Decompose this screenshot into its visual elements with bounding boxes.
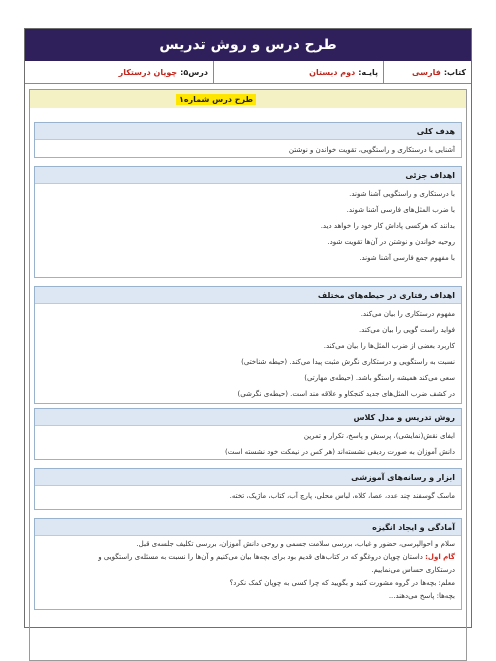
document-title: طرح درس و روش تدریس <box>25 29 471 61</box>
section-heading: روش تدریس و مدل کلاس <box>35 409 461 426</box>
lesson-plan-document <box>24 28 472 628</box>
lesson-plan-box <box>29 89 467 661</box>
section-body <box>35 140 461 158</box>
section-body <box>35 304 461 402</box>
section-line: معلم: بچه‌ها در گروه مشورت کنید و بگویید که چرا کسی به چوپان کمک نکرد؟ <box>229 579 455 587</box>
section-line: سلام و احوالپرسی، حضور و غیاب، بررسی سلامت جسمی و روحی دانش آموزان، بررسی تکلیف جلسه‌ی قبل. <box>136 540 455 548</box>
lesson-plan-number: طرح درس شماره۱ <box>176 94 256 105</box>
lesson-label: درس۵: <box>180 67 208 77</box>
section-teaching-tools <box>34 468 462 510</box>
section-heading: هدف کلی <box>35 123 461 140</box>
section-line: با ضرب المثل‌های فارسی آشنا شوند. <box>346 206 455 214</box>
section-line: سعی می‌کند همیشه راستگو باشد. (حیطه‌ی مهارتی) <box>304 374 455 382</box>
grade-label: پایـه: <box>358 67 378 77</box>
section-specific-goals <box>34 166 462 278</box>
section-teaching-method <box>34 408 462 460</box>
section-line: روحیه خواندن و نوشتن در آن‌ها تقویت شود. <box>327 238 455 246</box>
book-value: فارسی <box>412 67 441 77</box>
lesson-value: چوپان درستکار <box>118 67 178 77</box>
section-body <box>35 184 461 266</box>
section-body <box>35 536 461 603</box>
section-line: دانش آموزان به صورت ردیفی نشسته‌اند (هر کس در نیمکت خود نشسته است) <box>225 448 455 456</box>
section-line: با مفهوم جمع فارسی آشنا شوند. <box>359 254 455 262</box>
section-line: نسبت به راستگویی و درستکاری نگرش مثبت پیدا می‌کند. (حیطه شناختی) <box>241 358 455 366</box>
section-line-step <box>41 551 455 564</box>
info-row <box>25 61 471 84</box>
grade-cell <box>213 61 383 83</box>
section-line: فواید راست گویی را بیان می‌کند. <box>358 326 455 334</box>
section-body <box>35 486 461 504</box>
section-line: درستکاری حساس می‌نماییم. <box>371 566 455 574</box>
section-line: مفهوم درستکاری را بیان می‌کند. <box>360 310 455 318</box>
section-heading: آمادگی و ایجاد انگیزه <box>35 519 461 536</box>
step-text: داستان چوپان دروغگو که در کتاب‌های قدیم بود برای بچه‌ها بیان می‌کنیم و آن‌ها را نسبت به مسئله‌ی راستگویی و <box>98 553 423 561</box>
section-line: آشنایی با درستکاری و راستگویی، تقویت خواندن و نوشتن <box>288 146 455 154</box>
section-line: با درستکاری و راستگویی آشنا شوند. <box>349 190 455 198</box>
section-heading: اهداف رفتاری در حیطه‌های مختلف <box>35 287 461 304</box>
section-heading: ابزار و رسانه‌های آموزشی <box>35 469 461 486</box>
section-motivation <box>34 518 462 610</box>
book-cell <box>383 61 471 83</box>
grade-value: دوم دبستان <box>309 67 356 77</box>
section-line: بچه‌ها: پاسخ می‌دهند... <box>388 592 455 600</box>
section-general-goal <box>34 122 462 158</box>
step-label: گام اول: <box>425 553 455 561</box>
lesson-cell <box>25 61 213 83</box>
section-line: بدانند که هرکسی پاداش کار خود را خواهد دید. <box>320 222 455 230</box>
section-line: در کشف ضرب المثل‌های جدید کنجکاو و علاقه مند است. (حیطه‌ی نگرشی) <box>237 390 455 398</box>
section-line: کاربرد بعضی از ضرب المثل‌ها را بیان می‌کند. <box>323 342 455 350</box>
lesson-plan-header <box>30 90 466 108</box>
section-line: ایفای نقش(نمایشی)، پرسش و پاسخ، تکرار و تمرین <box>303 432 455 440</box>
section-heading: اهداف جزئی <box>35 167 461 184</box>
section-behavioral-goals <box>34 286 462 404</box>
section-line: ماسک گوسفند چند عدد، عصا، کلاه، لباس محلی، پارچ آب، کتاب، ماژیک، تخته. <box>229 492 455 500</box>
section-body <box>35 426 461 460</box>
book-label: کتاب: <box>443 67 466 77</box>
